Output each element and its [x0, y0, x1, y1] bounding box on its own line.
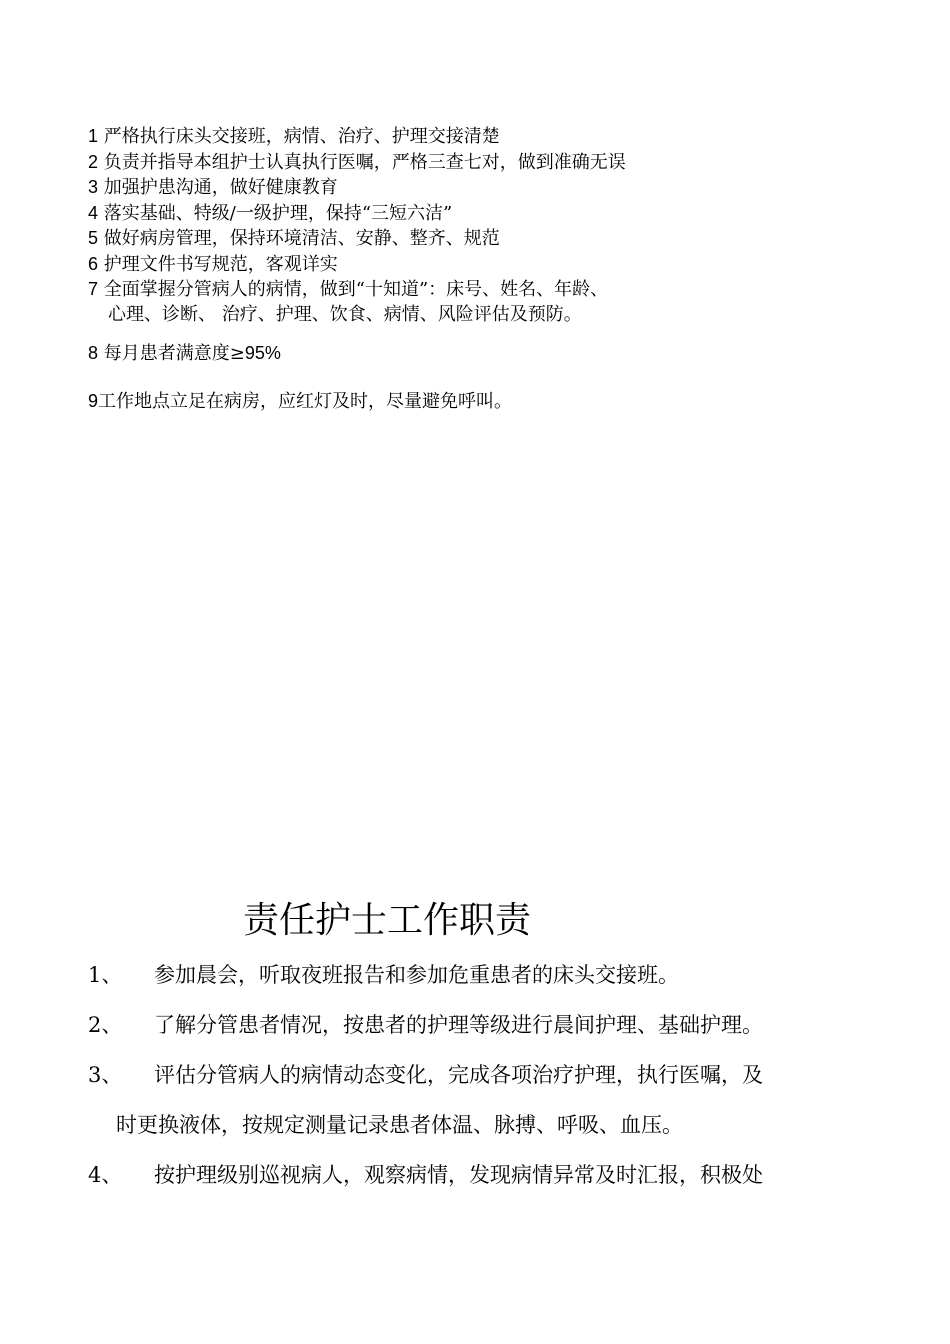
item-text: 评估分管病人的病情动态变化，完成各项治疗护理，执行医嘱，及 — [154, 1063, 763, 1087]
list-item-continuation — [88, 303, 888, 328]
item-number: 3、 — [88, 1063, 123, 1087]
item-text: 时更换液体，按规定测量记录患者体温、脉搏、呼吸、血压。 — [116, 1113, 683, 1137]
item-number: 5 — [88, 228, 99, 248]
item-number: 4、 — [88, 1163, 123, 1187]
list-item — [88, 226, 888, 252]
item-number: 7 — [88, 279, 99, 299]
item-number: 9 — [88, 390, 99, 411]
item-number: 8 — [88, 343, 99, 363]
item-number: 1 — [88, 126, 99, 146]
list-item — [88, 252, 888, 278]
item-text: 全面掌握分管病人的病情，做到“十知道”：床号、姓名、年龄、 — [103, 279, 609, 300]
item-number: 1、 — [88, 963, 123, 987]
list-item — [88, 950, 888, 1000]
item-number: 2、 — [88, 1013, 123, 1037]
item-text: 加强护患沟通，做好健康教育 — [103, 177, 338, 198]
item-text: 心理、诊断、 治疗、护理、饮食、病情、风险评估及预防。 — [108, 303, 582, 325]
item-text: 负责并指导本组护士认真执行医嘱，严格三查七对，做到准确无误 — [103, 151, 626, 173]
list-item — [88, 1150, 888, 1200]
list-item-continuation — [88, 1100, 888, 1150]
top-duty-list — [88, 124, 888, 414]
item-number: 6 — [88, 253, 99, 274]
list-item — [88, 124, 888, 150]
satisfaction-percent: 95% — [244, 343, 281, 363]
item-text: 按护理级别巡视病人，观察病情，发现病情异常及时汇报，积极处 — [154, 1163, 763, 1187]
item-text: 落实基础、特级/一级护理，保持“三短六洁” — [103, 202, 453, 224]
item-number: 4 — [88, 202, 99, 223]
list-item — [88, 201, 888, 227]
item-text: 护理文件书写规范，客观详实 — [103, 253, 338, 275]
document-title: 责任护士工作职责 — [243, 900, 532, 941]
list-item — [88, 1000, 888, 1050]
item-text: 参加晨会，听取夜班报告和参加危重患者的床头交接班。 — [154, 963, 679, 987]
item-number: 2 — [88, 151, 99, 172]
list-item — [88, 150, 888, 176]
list-item — [88, 175, 888, 201]
list-item — [88, 1050, 888, 1100]
list-item — [88, 389, 888, 415]
item-text: 严格执行床头交接班，病情、治疗、护理交接清楚 — [103, 126, 500, 147]
item-text: 了解分管患者情况，按患者的护理等级进行晨间护理、基础护理。 — [154, 1013, 763, 1037]
list-item — [88, 341, 888, 367]
responsibility-list — [88, 950, 888, 1200]
list-item — [88, 277, 888, 303]
item-text: 每月患者满意度≥ — [103, 343, 245, 364]
item-text: 做好病房管理，保持环境清洁、安静、整齐、规范 — [103, 228, 500, 249]
item-number: 3 — [88, 177, 99, 197]
item-text: 工作地点立足在病房，应红灯及时，尽量避免呼叫。 — [98, 390, 513, 412]
